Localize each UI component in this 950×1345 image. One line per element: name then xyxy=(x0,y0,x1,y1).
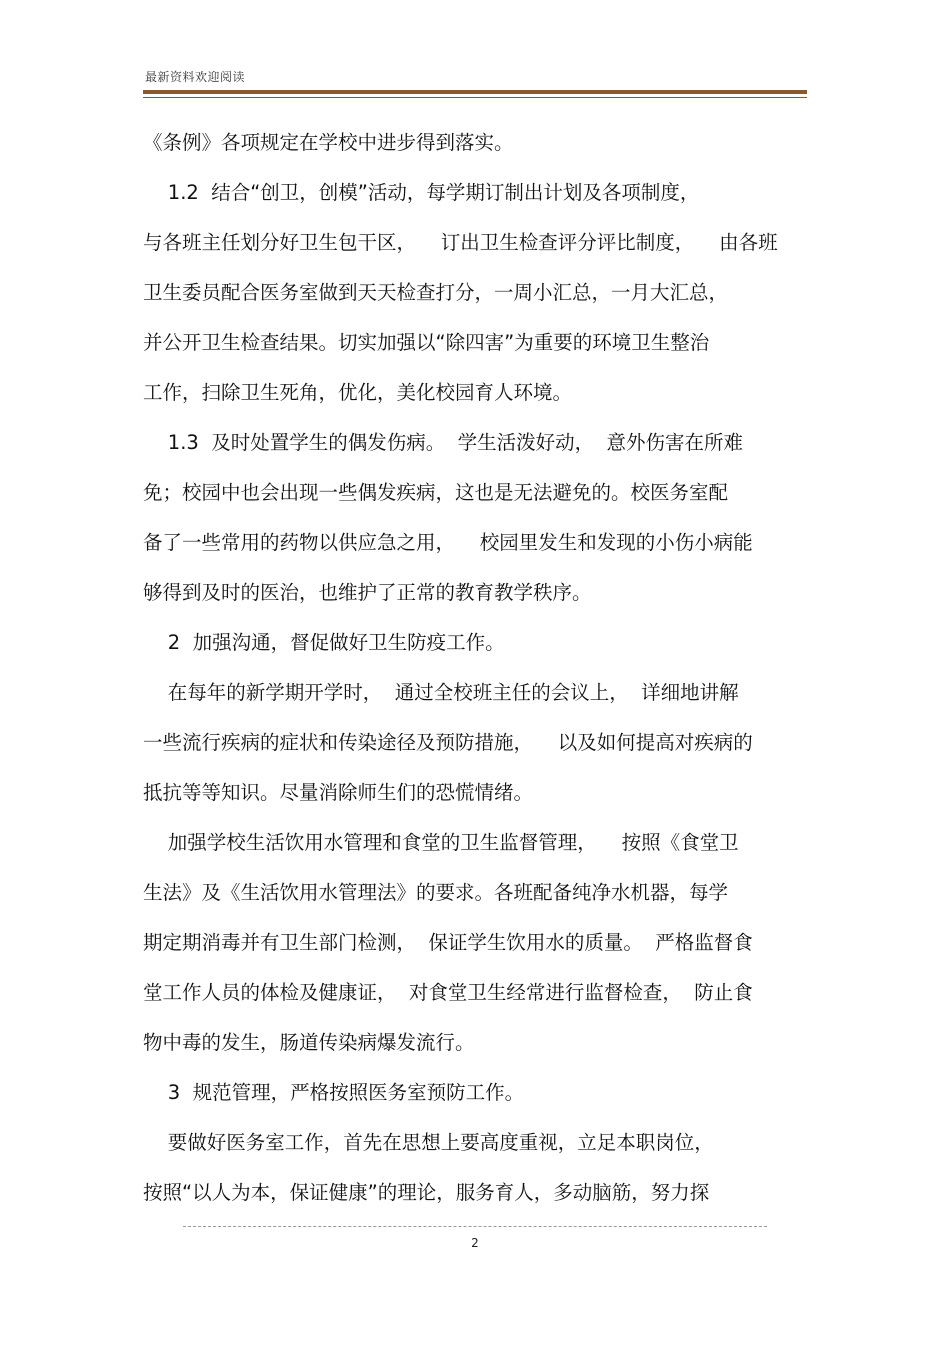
text-line: 一些流行疾病的症状和传染途径及预防措施， 以及如何提高对疾病的 xyxy=(143,731,753,754)
text-line: 《条例》各项规定在学校中进步得到落实。 xyxy=(143,131,514,154)
text-line: 堂工作人员的体检及健康证， 对食堂卫生经常进行监督检查， 防止食 xyxy=(143,981,753,1004)
header-rule-thick xyxy=(143,90,807,94)
text-line: 1.3 及时处置学生的偶发伤病。 学生活泼好动， 意外伤害在所难 xyxy=(143,431,743,454)
text-line: 卫生委员配合医务室做到天天检查打分，一周小汇总，一月大汇总， xyxy=(143,281,729,304)
text-line: 在每年的新学期开学时， 通过全校班主任的会议上， 详细地讲解 xyxy=(143,681,739,704)
text-line: 够得到及时的医治，也维护了正常的教育教学秩序。 xyxy=(143,581,592,604)
text-line: 生法》及《生活饮用水管理法》的要求。各班配备纯净水机器，每学 xyxy=(143,881,729,904)
text-line: 2 加强沟通，督促做好卫生防疫工作。 xyxy=(143,631,505,654)
text-line: 免；校园中也会出现一些偶发疾病，这也是无法避免的。校医务室配 xyxy=(143,481,729,504)
text-line: 加强学校生活饮用水管理和食堂的卫生监督管理， 按照《食堂卫 xyxy=(143,831,739,854)
text-line: 并公开卫生检查结果。切实加强以“除四害”为重要的环境卫生整治 xyxy=(143,331,710,354)
text-line: 物中毒的发生，肠道传染病爆发流行。 xyxy=(143,1031,475,1054)
page-number: 2 xyxy=(471,1236,479,1250)
text-line: 备了一些常用的药物以供应急之用， 校园里发生和发现的小伤小病能 xyxy=(143,531,753,554)
text-line: 3 规范管理，严格按照医务室预防工作。 xyxy=(143,1081,525,1104)
text-line: 工作，扫除卫生死角，优化，美化校园育人环境。 xyxy=(143,381,573,404)
header-rule-thin xyxy=(143,97,807,98)
text-line: 按照“以人为本，保证健康”的理论，服务育人，多动脑筋，努力探 xyxy=(143,1181,710,1204)
text-line: 与各班主任划分好卫生包干区， 订出卫生检查评分评比制度， 由各班 xyxy=(143,231,778,254)
page-header-text: 最新资料欢迎阅读 xyxy=(145,70,246,84)
text-line: 抵抗等等知识。尽量消除师生们的恐慌情绪。 xyxy=(143,781,534,804)
text-line: 1.2 结合“创卫，创模”活动，每学期订制出计划及各项制度， xyxy=(143,181,700,204)
footer-rule xyxy=(183,1226,767,1227)
text-line: 要做好医务室工作，首先在思想上要高度重视，立足本职岗位， xyxy=(143,1131,714,1154)
text-line: 期定期消毒并有卫生部门检测， 保证学生饮用水的质量。 严格监督食 xyxy=(143,931,753,954)
document-body xyxy=(143,118,813,1218)
